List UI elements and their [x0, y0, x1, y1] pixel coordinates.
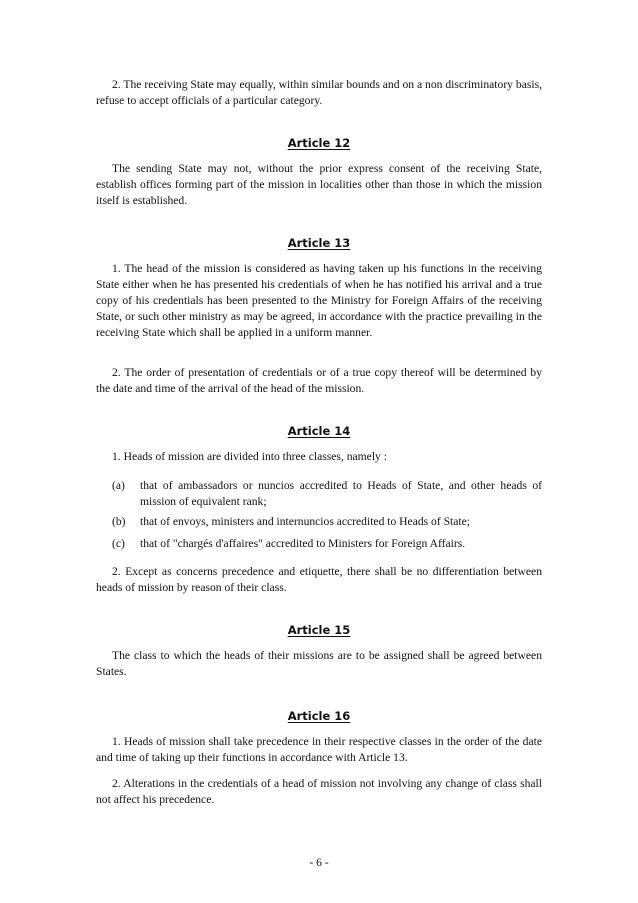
paragraph-article-16-1: 1. Heads of mission shall take precedence in their respective classes in the order of the date and time of taking up their functions in accordance with Article 13.: [96, 735, 542, 764]
heading-article-16: Article 16: [287, 709, 351, 723]
paragraph-article-13-1: 1. The head of the mission is considered as having taken up his functions in the receiving State either when he has presented his credentials of when he has notified his arrival and a true copy of his credentials has been presented to the Ministry for Foreign Affairs of the receiving State, or such other ministry as may be agreed, in accordance with the practice prevailing in the receiving State which shall be applied in a uniform manner.: [96, 262, 542, 339]
heading-article-15: Article 15: [287, 623, 351, 637]
list-item-b: [96, 514, 542, 530]
list-item-c: [96, 536, 542, 552]
list-item-text: that of "chargés d'affaires" accredited to Ministers for Foreign Affairs.: [140, 537, 466, 550]
list-marker: (b): [112, 515, 126, 528]
page-number: - 6 -: [309, 856, 329, 869]
list-marker: (a): [112, 479, 125, 492]
heading-article-13: Article 13: [287, 236, 351, 250]
list-item-text: that of ambassadors or nuncios accredited to Heads of State, and other heads of mission of equivalent rank;: [140, 479, 542, 508]
paragraph-article-11-2: 2. The receiving State may equally, within similar bounds and on a non discriminatory basis, refuse to accept officials of a particular category.: [96, 78, 542, 107]
list-marker: (c): [112, 537, 125, 550]
paragraph-article-13-2: 2. The order of presentation of credentials or of a true copy thereof will be determined by the date and time of the arrival of the head of the mission.: [96, 366, 542, 395]
paragraph-article-16-2: 2. Alterations in the credentials of a head of mission not involving any change of class shall not affect his precedence.: [96, 777, 542, 806]
document-page: [96, 0, 542, 903]
paragraph-article-14-1: 1. Heads of mission are divided into three classes, namely :: [112, 450, 387, 463]
paragraph-article-14-2: 2. Except as concerns precedence and etiquette, there shall be no differentiation between heads of mission by reason of their class.: [96, 565, 542, 594]
list-item-text: that of envoys, ministers and internuncios accredited to Heads of State;: [140, 515, 471, 528]
list-item-a: [96, 478, 542, 510]
paragraph-article-12: The sending State may not, without the prior express consent of the receiving State, establish offices forming part of the mission in localities other than those in which the mission itself is established.: [96, 162, 542, 207]
paragraph-article-15: The class to which the heads of their missions are to be assigned shall be agreed between States.: [96, 649, 542, 678]
heading-article-14: Article 14: [287, 424, 351, 438]
heading-article-12: Article 12: [287, 136, 351, 150]
